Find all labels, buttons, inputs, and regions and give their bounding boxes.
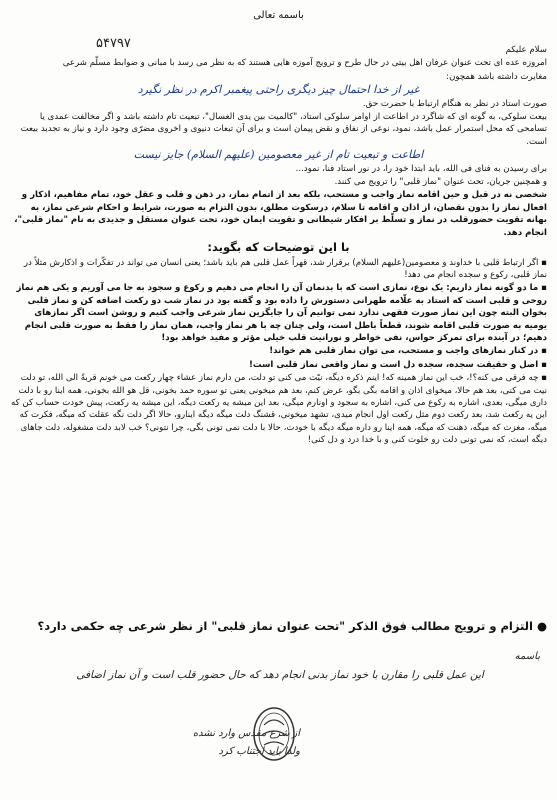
main-question	[10, 620, 547, 632]
section-heading: با این توضیحات که بگوید:	[207, 240, 350, 255]
claim-item-2: بیعت سلوکی، به گونه ای که شاگرد در اطاعت از اوامر سلوکی استاد، "کالمیت بین یدی الغسال"، تبعیت تام داشته باشد و اگر مخالفت عمدی یا تسامحی که محل استمرار عمل باشد، نمود، نوعی از نفاق و نقض پیمان است و برای آن تبعات دنیوی و اخروی مضرّی وجود دارد و نیاز به تجدید بیعت است.	[20, 112, 547, 147]
greeting: سلام علیکم	[505, 45, 547, 55]
claim-item-1: صورت استاد در نظر به هنگام ارتباط با حضرت حق.	[362, 98, 547, 109]
question-text: التزام و ترویج مطالب فوق الذکر "تحت عنوان نماز قلبی" از نظر شرعی چه حکمی دارد؟	[37, 619, 533, 633]
seal-icon	[250, 705, 298, 763]
description-paragraph: شخصی نه در قبل و حین اقامه نماز واجب و مستحب، بلکه بعد از اتمام نماز، در ذهن و قلب و عقل خود، تمام مفاهیم، اذکار و افعال نماز را بدون نقصان، از اذان و اقامه تا سلام، درسکوت مطلق، بدون التزام به صورت، شرایط و احکام شرعی نماز، به بهانه تقویت حضورقلب در نماز و تسلّط بر افکار شیطانی و تقویت ایمان خود، تحت عنوان مستقل و جدیدی به نام "نماز قلبی"، انجام دهد.	[14, 190, 547, 238]
handwritten-note-2: اطاعت و تبعیت تام از غیر معصومین (علیهم السلام) جایز نیست	[133, 148, 424, 162]
question-bullet-icon: ●	[532, 619, 547, 633]
quote-5: ▪ چه فرقی می کنه؟!، خب این نماز همینه که! اینم ذکره دیگه، نیّت می کنی تو دلت، من دارم نماز عشاء چهار رکعت می خونم قربةً الی الله، تو دلت نیت می کنی، بعد هم حالا، میخوای اذان و اقامه بگی بگو، عرض کنم، بعد هم میخونی یعنی تو سوره حمد بخونی، قل هو الله بخونی، همه اینا رو با دلت داری میگی، بعدی، اشاره به رکوع می کنی، اشاره به سجود و اونارم میگی، بعد این میشه یه رکعت دیگه، این میشه یه رکعت، پیش خودت حساب کن که این یه رکعت شد، بعد رکعت دوم مثل رکعت اول انجام میدی، تشهد میخونی، قشنگ دلت میگه دیگه اینارو، حالا اگر دلت نگه عقلت که میگه، فکرت که میگه، مغزت که میگه، ذهنت که میگه، همه اینا رو داره میگه دیگه با خودت، حالا با دلت نمی تونی بگی، چرا نتونی؟ خب لابد دلت مشغوله، دلت جاهای دیگه است، که نمی تونی دلت رو خلوت کنی و با خدا درد و دل کنی!	[10, 372, 547, 446]
quote-2: ▪ ما دو گونه نماز داریم: یک نوع، نمازی است که با بدنمان آن را انجام می دهیم و رکوع و سجود به جا می آوریم و یکی هم نماز روحی و قلبی است که استاد به علّامه طهرانی دستورش را داده بود و گفته بود در نماز شب دو رکعت اضافه کن و نماز قلبی بخوان البته چون این نماز صورت فقهی ندارد نمی توانیم آن را جایگزین نماز شرعی واجب کنیم و روشن است اگر نمازهای یومیه به صورت قلبی اقامه شوند، قطعاً باطل است، ولی چنان چه با هر نماز واجب، همان نماز را فقط به صورت قلبی انجام دهیم؛ در آینده برای تمرکز حواس، نفی خواطر و نورانیت قلب خیلی مؤثر و مفید خواهد بود!	[10, 282, 547, 344]
intro-line-2: مغایرت داشته باشد همچون:	[446, 71, 547, 82]
handwritten-note-1: غیر از خدا احتمال چیز دیگری راحتی پیغمبر اکرم در نظر نگیرد	[137, 83, 420, 97]
answer-line-3: ولذا باید اجتناب کرد	[218, 746, 300, 757]
intro-line-1: امروزه عده ای تحت عنوان عرفان اهل بیتی در حال طرح و ترویج آموزه هایی هستند که به نظر می رسد با مبانی و ضوابط مسلّم شرعی	[62, 58, 547, 69]
question-body	[10, 44, 547, 448]
document-title: باسمه تعالی	[253, 10, 304, 21]
seal-stamp	[250, 705, 298, 763]
answer-line-2: از شرع مقدس وارد نشده	[192, 728, 300, 739]
claim-item-3: برای رسیدن به فنای فی الله، باید ابتدا خود را، در نور استاد فنا، نمود...	[295, 163, 547, 174]
quote-4: ▪ اصل و حقیقت سجده، سجده دل است و نماز واقعی نماز قلبی است!	[10, 359, 547, 371]
reference-number-stamp: ۵۴۷۹۷	[96, 36, 131, 51]
quote-3: ▪ در کنار نمازهای واجب و مستحب، می توان نماز قلبی هم خواند!	[10, 345, 547, 357]
quote-1: ▪ اگر ارتباط قلبی با خداوند و معصومین(علیهم السلام) برقرار شد، قهراً عمل قلبی هم باید باشد؛ یعنی انسان می تواند در تفکّرات و اذکارش مثلاً در نماز قلبی، رکوع و سجده انجام می دهد!	[10, 257, 547, 282]
answer-block	[20, 648, 540, 684]
claim-item-4: و همچنین جریان، تحت عنوان "نماز قلبی" را ترویج می کنند.	[334, 177, 547, 188]
answer-marker: باسمه	[514, 651, 540, 662]
answer-line-1: این عمل قلبی را مقارن با خود نماز بدنی انجام دهد که حال حضور قلب است و آن نماز اضافی	[76, 669, 484, 681]
